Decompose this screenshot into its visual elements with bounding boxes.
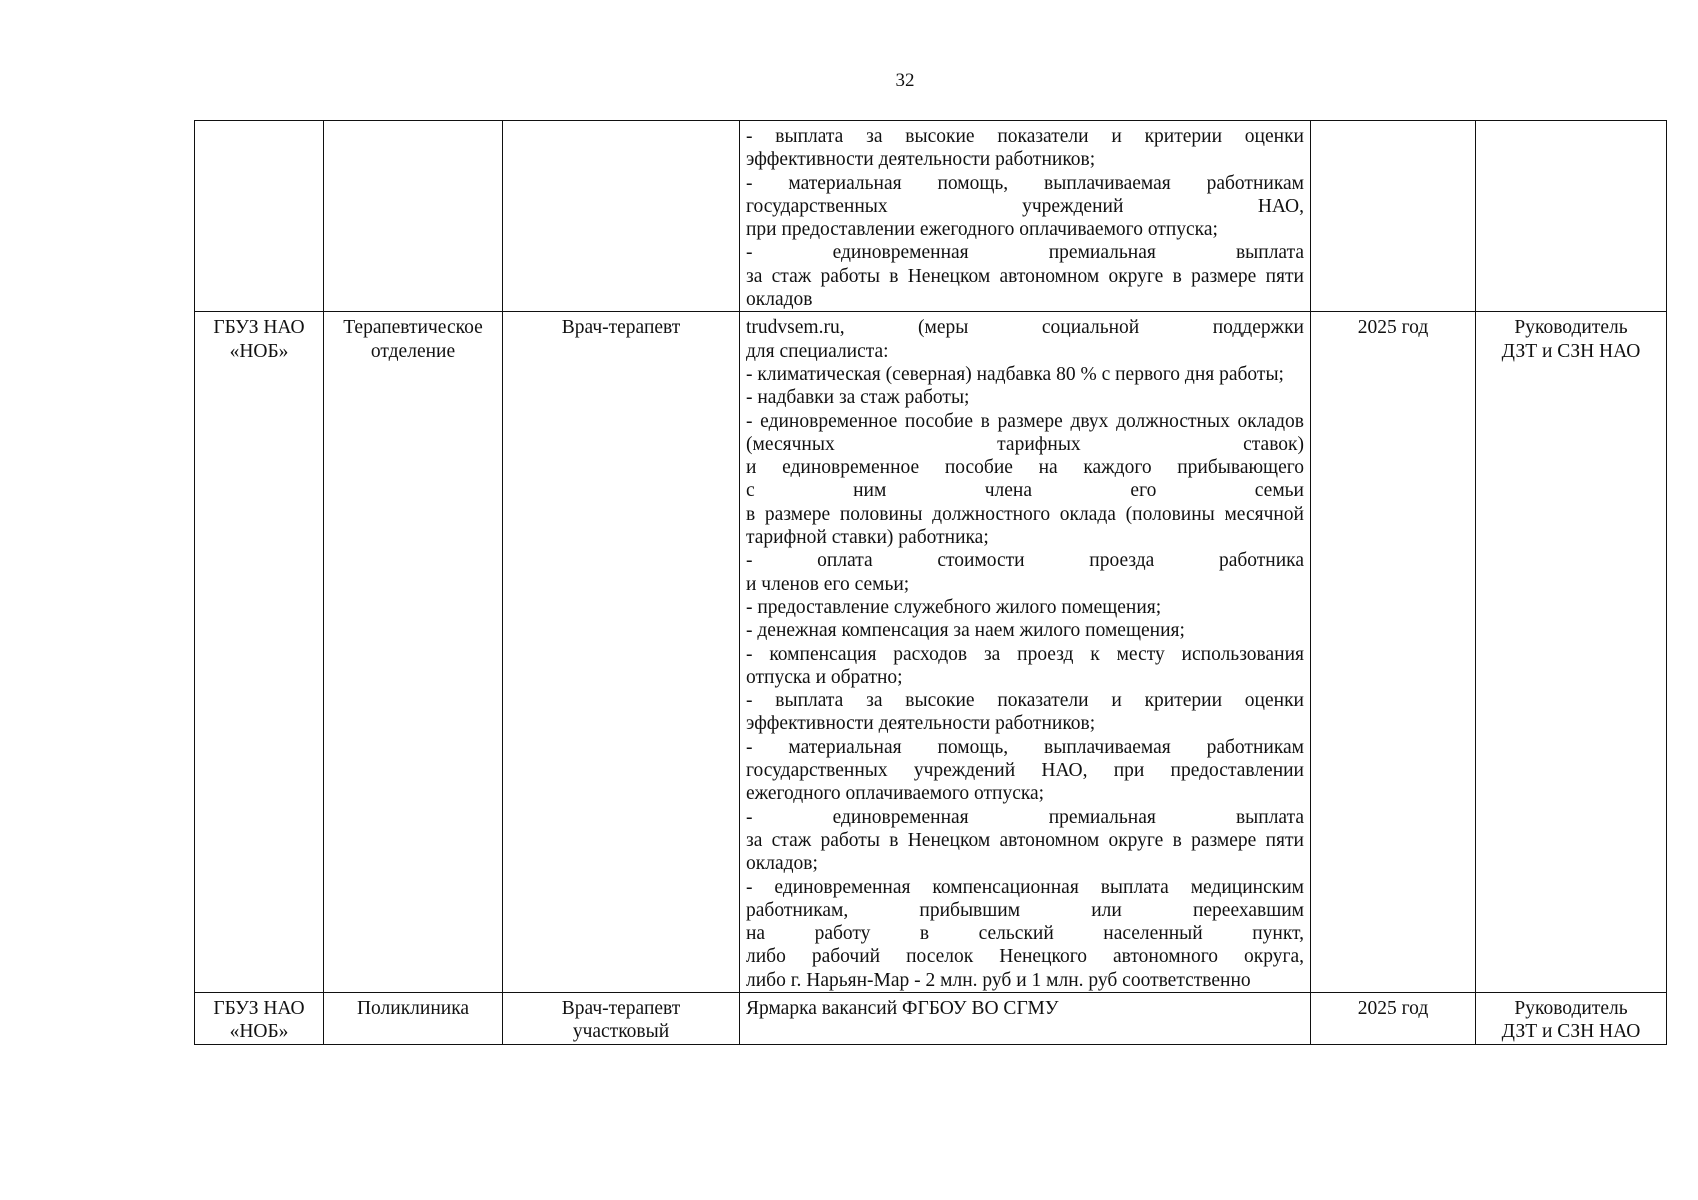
measure-line: эффективности деятельности работников; xyxy=(746,149,1096,171)
measure-line: в размере половины должностного оклада (половины месячной xyxy=(746,503,1304,525)
measure-line: (месячных тарифных ставок) xyxy=(746,433,1304,455)
table-row xyxy=(195,992,1667,1044)
cell-responsible-line: Руководитель xyxy=(1514,997,1628,1019)
measure-line: окладов; xyxy=(746,853,818,875)
cell-organization xyxy=(195,312,324,993)
measure-line: при предоставлении ежегодного оплачиваемого отпуска; xyxy=(746,219,1218,241)
cell-responsible-line: ДЗТ и СЗН НАО xyxy=(1501,1021,1641,1043)
measure-line: - оплата стоимости проезда работника xyxy=(746,550,1304,572)
cell-department-line: Терапевтическое xyxy=(343,317,483,339)
cell-year xyxy=(1311,992,1476,1044)
measure-line: ежегодного оплачиваемого отпуска; xyxy=(746,783,1045,805)
cell-year xyxy=(1311,312,1476,993)
measure-line: тарифной ставки) работника; xyxy=(746,527,989,549)
measure-line: - материальная помощь, выплачиваемая работникам xyxy=(746,172,1304,194)
cell-position-line: участковый xyxy=(572,1021,670,1043)
measure-line: отпуска и обратно; xyxy=(746,666,903,688)
measure-line: за стаж работы в Ненецком автономном округе в размере пяти xyxy=(746,829,1304,851)
table-row xyxy=(195,121,1667,312)
cell-responsible-line: ДЗТ и СЗН НАО xyxy=(1501,340,1641,362)
measure-line: государственных учреждений НАО, при предоставлении xyxy=(746,760,1304,782)
measure-line: - единовременная премиальная выплата xyxy=(746,242,1304,264)
measure-line: - материальная помощь, выплачиваемая работникам xyxy=(746,736,1304,758)
table-body xyxy=(195,121,1667,1045)
cell-position xyxy=(503,312,740,993)
cell-responsible xyxy=(1476,121,1667,312)
measure-line: работникам, прибывшим или переехавшим xyxy=(746,899,1304,921)
cell-responsible xyxy=(1476,992,1667,1044)
measure-line: и членов его семьи; xyxy=(746,573,910,595)
measure-line: за стаж работы в Ненецком автономном округе в размере пяти xyxy=(746,265,1304,287)
measure-line: trudvsem.ru, (меры социальной поддержки xyxy=(746,317,1304,339)
measure-line: с ним члена его семьи xyxy=(746,480,1304,502)
measure-line: - выплата за высокие показатели и критерии оценки xyxy=(746,126,1304,147)
cell-department xyxy=(324,121,503,312)
measure-line: - выплата за высокие показатели и критерии оценки xyxy=(746,690,1304,712)
measure-line: Ярмарка вакансий ФГБОУ ВО СГМУ xyxy=(746,997,1059,1019)
measure-line: - единовременная компенсационная выплата медицинским xyxy=(746,876,1304,898)
cell-department-line: Поликлиника xyxy=(356,997,470,1019)
measure-line: - денежная компенсация за наем жилого помещения; xyxy=(746,620,1185,642)
measure-line: либо рабочий поселок Ненецкого автономного округа, xyxy=(746,946,1304,968)
measure-line: - предоставление служебного жилого помещения; xyxy=(746,596,1162,618)
cell-organization xyxy=(195,992,324,1044)
cell-position xyxy=(503,992,740,1044)
measure-line: на работу в сельский населенный пункт, xyxy=(746,923,1304,945)
cell-organization xyxy=(195,121,324,312)
cell-year xyxy=(1311,121,1476,312)
measure-line: государственных учреждений НАО, xyxy=(746,195,1304,217)
cell-support-measures xyxy=(740,312,1311,993)
measure-line: - единовременное пособие в размере двух должностных окладов xyxy=(746,410,1304,432)
measure-line: - климатическая (северная) надбавка 80 % с первого дня работы; xyxy=(746,363,1284,385)
cell-organization-line: ГБУЗ НАО xyxy=(213,317,305,339)
measure-line: - надбавки за стаж работы; xyxy=(746,387,970,409)
measure-line: и единовременное пособие на каждого прибывающего xyxy=(746,457,1304,479)
table-row xyxy=(195,312,1667,993)
cell-position-line: Врач-терапевт xyxy=(561,317,681,339)
cell-position-line: Врач-терапевт xyxy=(561,997,681,1019)
cell-responsible xyxy=(1476,312,1667,993)
cell-organization-line: ГБУЗ НАО xyxy=(213,997,305,1019)
measure-line: эффективности деятельности работников; xyxy=(746,713,1096,735)
cell-support-measures xyxy=(740,121,1311,312)
cell-department xyxy=(324,312,503,993)
measures-table xyxy=(194,120,1667,1045)
measure-line: для специалиста: xyxy=(746,340,889,362)
cell-organization-line: «НОБ» xyxy=(229,340,289,362)
page-number: 32 xyxy=(895,70,915,91)
cell-organization-line: «НОБ» xyxy=(229,1021,289,1043)
cell-support-measures xyxy=(740,992,1311,1044)
measure-line: либо г. Нарьян-Мар - 2 млн. руб и 1 млн. руб соответственно xyxy=(746,969,1251,991)
measure-line: - компенсация расходов за проезд к месту использования xyxy=(746,643,1304,665)
measure-line: - единовременная премиальная выплата xyxy=(746,806,1304,828)
cell-department xyxy=(324,992,503,1044)
measure-line: окладов xyxy=(746,289,813,311)
cell-year-text: 2025 год xyxy=(1357,317,1429,339)
cell-responsible-line: Руководитель xyxy=(1514,317,1628,339)
cell-position xyxy=(503,121,740,312)
cell-year-text: 2025 год xyxy=(1357,997,1429,1019)
cell-department-line: отделение xyxy=(370,340,456,362)
